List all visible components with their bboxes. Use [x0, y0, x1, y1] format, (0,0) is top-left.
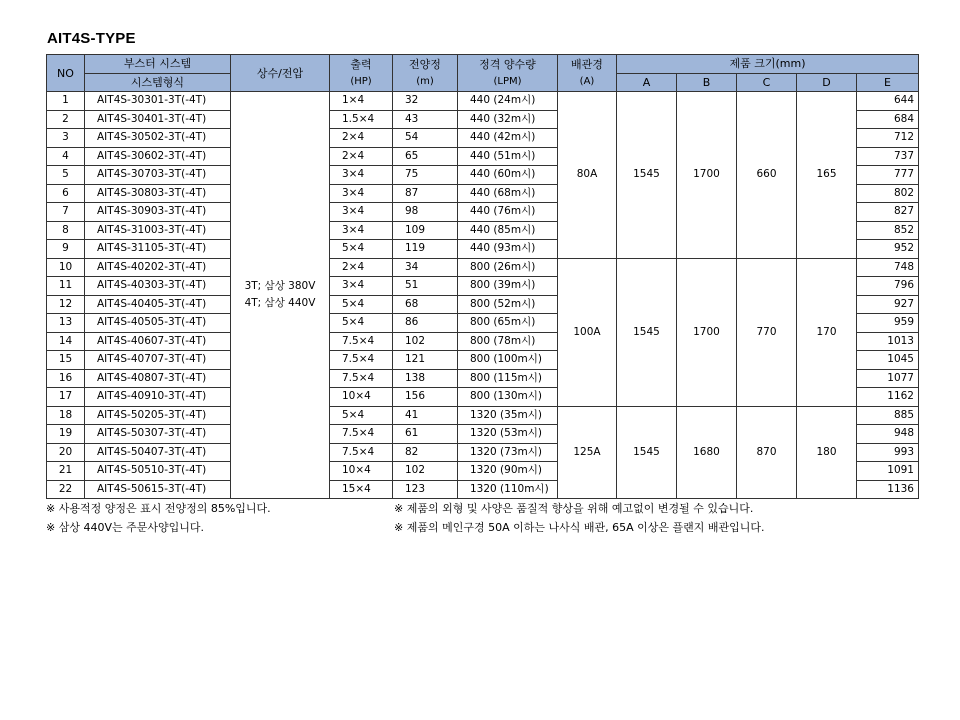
- cell-dim-d: 165: [797, 92, 857, 259]
- cell-output: 3×4: [330, 166, 393, 185]
- cell-no: 15: [47, 351, 85, 370]
- note-left-1: ※ 사용적정 양정은 표시 전양정의 85%입니다.: [46, 502, 271, 515]
- cell-model: AIT4S-30703-3T(-4T): [85, 166, 231, 185]
- header-pipe-diameter-unit: (A): [579, 76, 595, 87]
- cell-model: AIT4S-30502-3T(-4T): [85, 129, 231, 148]
- cell-no: 9: [47, 240, 85, 259]
- cell-head: 41: [393, 406, 458, 425]
- cell-output: 5×4: [330, 406, 393, 425]
- header-system-type: 시스템형식: [85, 73, 231, 92]
- cell-no: 11: [47, 277, 85, 296]
- header-dim-e: E: [857, 73, 919, 92]
- cell-flow: 440 (76m시): [458, 203, 558, 222]
- table-row: [47, 92, 919, 111]
- cell-output: 10×4: [330, 462, 393, 481]
- cell-dim-e: 796: [857, 277, 919, 296]
- cell-head: 119: [393, 240, 458, 259]
- cell-no: 1: [47, 92, 85, 111]
- spec-table: [46, 54, 919, 499]
- table-row: [47, 406, 919, 425]
- cell-head: 109: [393, 221, 458, 240]
- cell-model: AIT4S-40807-3T(-4T): [85, 369, 231, 388]
- cell-pipe-diameter: 80A: [558, 92, 617, 259]
- cell-head: 121: [393, 351, 458, 370]
- cell-head: 65: [393, 147, 458, 166]
- cell-output: 7.5×4: [330, 425, 393, 444]
- header-output: [330, 55, 393, 92]
- cell-output: 5×4: [330, 240, 393, 259]
- cell-model: AIT4S-30401-3T(-4T): [85, 110, 231, 129]
- header-rated-flow: [458, 55, 558, 92]
- cell-flow: 1320 (53m시): [458, 425, 558, 444]
- note-left-2: ※ 삼상 440V는 주문사양입니다.: [46, 521, 204, 534]
- cell-flow: 800 (65m시): [458, 314, 558, 333]
- cell-dim-e: 1091: [857, 462, 919, 481]
- cell-output: 3×4: [330, 221, 393, 240]
- cell-dim-e: 802: [857, 184, 919, 203]
- cell-dim-c: 660: [737, 92, 797, 259]
- cell-flow: 800 (26m시): [458, 258, 558, 277]
- cell-no: 10: [47, 258, 85, 277]
- cell-no: 14: [47, 332, 85, 351]
- cell-model: AIT4S-40607-3T(-4T): [85, 332, 231, 351]
- cell-pipe-diameter: 100A: [558, 258, 617, 406]
- cell-flow: 440 (68m시): [458, 184, 558, 203]
- cell-head: 32: [393, 92, 458, 111]
- cell-model: AIT4S-30602-3T(-4T): [85, 147, 231, 166]
- cell-no: 7: [47, 203, 85, 222]
- table-row: [47, 258, 919, 277]
- cell-output: 3×4: [330, 277, 393, 296]
- header-pipe-diameter: [558, 55, 617, 92]
- header-pipe-diameter-label: 배관경: [571, 58, 603, 71]
- cell-flow: 1320 (73m시): [458, 443, 558, 462]
- cell-no: 2: [47, 110, 85, 129]
- cell-dim-c: 870: [737, 406, 797, 499]
- cell-no: 22: [47, 480, 85, 499]
- header-booster-system: 부스터 시스템: [85, 55, 231, 74]
- cell-dim-e: 1077: [857, 369, 919, 388]
- cell-model: AIT4S-40405-3T(-4T): [85, 295, 231, 314]
- cell-phase-voltage: [231, 92, 330, 499]
- cell-flow: 1320 (110m시): [458, 480, 558, 499]
- cell-model: AIT4S-50510-3T(-4T): [85, 462, 231, 481]
- cell-no: 21: [47, 462, 85, 481]
- cell-output: 2×4: [330, 147, 393, 166]
- cell-dim-d: 170: [797, 258, 857, 406]
- cell-no: 17: [47, 388, 85, 407]
- cell-dim-e: 777: [857, 166, 919, 185]
- cell-dim-b: 1700: [677, 258, 737, 406]
- cell-dim-b: 1680: [677, 406, 737, 499]
- cell-model: AIT4S-30301-3T(-4T): [85, 92, 231, 111]
- header-rated-flow-unit: (LPM): [493, 76, 522, 87]
- cell-dim-e: 1136: [857, 480, 919, 499]
- header-total-head: [393, 55, 458, 92]
- cell-head: 34: [393, 258, 458, 277]
- cell-no: 12: [47, 295, 85, 314]
- cell-model: AIT4S-30803-3T(-4T): [85, 184, 231, 203]
- cell-output: 10×4: [330, 388, 393, 407]
- cell-dim-e: 827: [857, 203, 919, 222]
- cell-model: AIT4S-40707-3T(-4T): [85, 351, 231, 370]
- cell-flow: 1320 (90m시): [458, 462, 558, 481]
- cell-no: 20: [47, 443, 85, 462]
- cell-dim-e: 959: [857, 314, 919, 333]
- header-product-size: 제품 크기(mm): [617, 55, 919, 74]
- cell-head: 43: [393, 110, 458, 129]
- cell-head: 51: [393, 277, 458, 296]
- cell-no: 3: [47, 129, 85, 148]
- cell-head: 86: [393, 314, 458, 333]
- cell-output: 7.5×4: [330, 369, 393, 388]
- cell-output: 3×4: [330, 203, 393, 222]
- cell-flow: 440 (93m시): [458, 240, 558, 259]
- cell-model: AIT4S-50615-3T(-4T): [85, 480, 231, 499]
- cell-dim-e: 684: [857, 110, 919, 129]
- cell-dim-d: 180: [797, 406, 857, 499]
- cell-head: 54: [393, 129, 458, 148]
- footnotes: [46, 499, 926, 537]
- note-right-1: ※ 제품의 외형 및 사양은 품질적 향상을 위해 예고없이 변경될 수 있습니다.: [394, 502, 754, 515]
- cell-output: 5×4: [330, 295, 393, 314]
- table-body: [47, 92, 919, 499]
- cell-output: 1×4: [330, 92, 393, 111]
- cell-dim-e: 948: [857, 425, 919, 444]
- cell-no: 13: [47, 314, 85, 333]
- cell-head: 156: [393, 388, 458, 407]
- header-dim-a: A: [617, 73, 677, 92]
- cell-flow: 440 (85m시): [458, 221, 558, 240]
- cell-output: 7.5×4: [330, 351, 393, 370]
- cell-head: 82: [393, 443, 458, 462]
- cell-flow: 440 (42m시): [458, 129, 558, 148]
- cell-dim-e: 712: [857, 129, 919, 148]
- cell-flow: 800 (52m시): [458, 295, 558, 314]
- cell-no: 19: [47, 425, 85, 444]
- cell-dim-e: 993: [857, 443, 919, 462]
- phase-voltage-line: 4T; 삼상 440V: [244, 297, 316, 309]
- cell-flow: 800 (39m시): [458, 277, 558, 296]
- cell-flow: 1320 (35m시): [458, 406, 558, 425]
- cell-flow: 440 (51m시): [458, 147, 558, 166]
- cell-model: AIT4S-31105-3T(-4T): [85, 240, 231, 259]
- cell-no: 16: [47, 369, 85, 388]
- cell-output: 1.5×4: [330, 110, 393, 129]
- cell-no: 6: [47, 184, 85, 203]
- header-dim-c: C: [737, 73, 797, 92]
- cell-head: 75: [393, 166, 458, 185]
- cell-dim-c: 770: [737, 258, 797, 406]
- cell-dim-e: 1162: [857, 388, 919, 407]
- cell-output: 7.5×4: [330, 443, 393, 462]
- cell-model: AIT4S-50205-3T(-4T): [85, 406, 231, 425]
- cell-no: 8: [47, 221, 85, 240]
- cell-pipe-diameter: 125A: [558, 406, 617, 499]
- cell-flow: 440 (60m시): [458, 166, 558, 185]
- cell-dim-e: 952: [857, 240, 919, 259]
- note-right-2: ※ 제품의 메인구경 50A 이하는 나사식 배관, 65A 이상은 플랜지 배관입니다.: [394, 521, 765, 534]
- cell-output: 7.5×4: [330, 332, 393, 351]
- cell-model: AIT4S-40202-3T(-4T): [85, 258, 231, 277]
- cell-flow: 800 (115m시): [458, 369, 558, 388]
- cell-output: 15×4: [330, 480, 393, 499]
- cell-dim-a: 1545: [617, 406, 677, 499]
- cell-flow: 800 (130m시): [458, 388, 558, 407]
- header-phase-voltage: 상수/전압: [231, 55, 330, 92]
- cell-dim-a: 1545: [617, 92, 677, 259]
- phase-voltage-line: 3T; 삼상 380V: [244, 280, 316, 292]
- cell-head: 102: [393, 462, 458, 481]
- cell-flow: 440 (32m시): [458, 110, 558, 129]
- cell-no: 4: [47, 147, 85, 166]
- cell-dim-e: 1013: [857, 332, 919, 351]
- cell-head: 123: [393, 480, 458, 499]
- cell-dim-e: 852: [857, 221, 919, 240]
- header-output-label: 출력: [350, 58, 372, 71]
- cell-model: AIT4S-50307-3T(-4T): [85, 425, 231, 444]
- cell-flow: 800 (100m시): [458, 351, 558, 370]
- header-total-head-unit: (m): [416, 76, 434, 87]
- cell-model: AIT4S-50407-3T(-4T): [85, 443, 231, 462]
- header-no: NO: [47, 55, 85, 92]
- cell-flow: 800 (78m시): [458, 332, 558, 351]
- header-dim-b: B: [677, 73, 737, 92]
- cell-model: AIT4S-31003-3T(-4T): [85, 221, 231, 240]
- cell-head: 102: [393, 332, 458, 351]
- cell-dim-a: 1545: [617, 258, 677, 406]
- header-output-unit: (HP): [350, 76, 372, 87]
- cell-no: 5: [47, 166, 85, 185]
- cell-model: AIT4S-40505-3T(-4T): [85, 314, 231, 333]
- cell-dim-e: 737: [857, 147, 919, 166]
- cell-dim-e: 927: [857, 295, 919, 314]
- cell-no: 18: [47, 406, 85, 425]
- cell-head: 68: [393, 295, 458, 314]
- table-header: [47, 55, 919, 92]
- header-total-head-label: 전양정: [409, 58, 441, 71]
- page-title: AIT4S-TYPE: [47, 30, 136, 47]
- cell-output: 3×4: [330, 184, 393, 203]
- cell-output: 2×4: [330, 258, 393, 277]
- header-rated-flow-label: 정격 양수량: [479, 58, 536, 71]
- cell-head: 98: [393, 203, 458, 222]
- cell-model: AIT4S-30903-3T(-4T): [85, 203, 231, 222]
- cell-head: 87: [393, 184, 458, 203]
- cell-head: 138: [393, 369, 458, 388]
- cell-head: 61: [393, 425, 458, 444]
- cell-dim-e: 644: [857, 92, 919, 111]
- cell-model: AIT4S-40910-3T(-4T): [85, 388, 231, 407]
- cell-model: AIT4S-40303-3T(-4T): [85, 277, 231, 296]
- cell-dim-e: 748: [857, 258, 919, 277]
- cell-output: 2×4: [330, 129, 393, 148]
- cell-dim-e: 1045: [857, 351, 919, 370]
- cell-dim-b: 1700: [677, 92, 737, 259]
- cell-output: 5×4: [330, 314, 393, 333]
- cell-dim-e: 885: [857, 406, 919, 425]
- cell-flow: 440 (24m시): [458, 92, 558, 111]
- header-dim-d: D: [797, 73, 857, 92]
